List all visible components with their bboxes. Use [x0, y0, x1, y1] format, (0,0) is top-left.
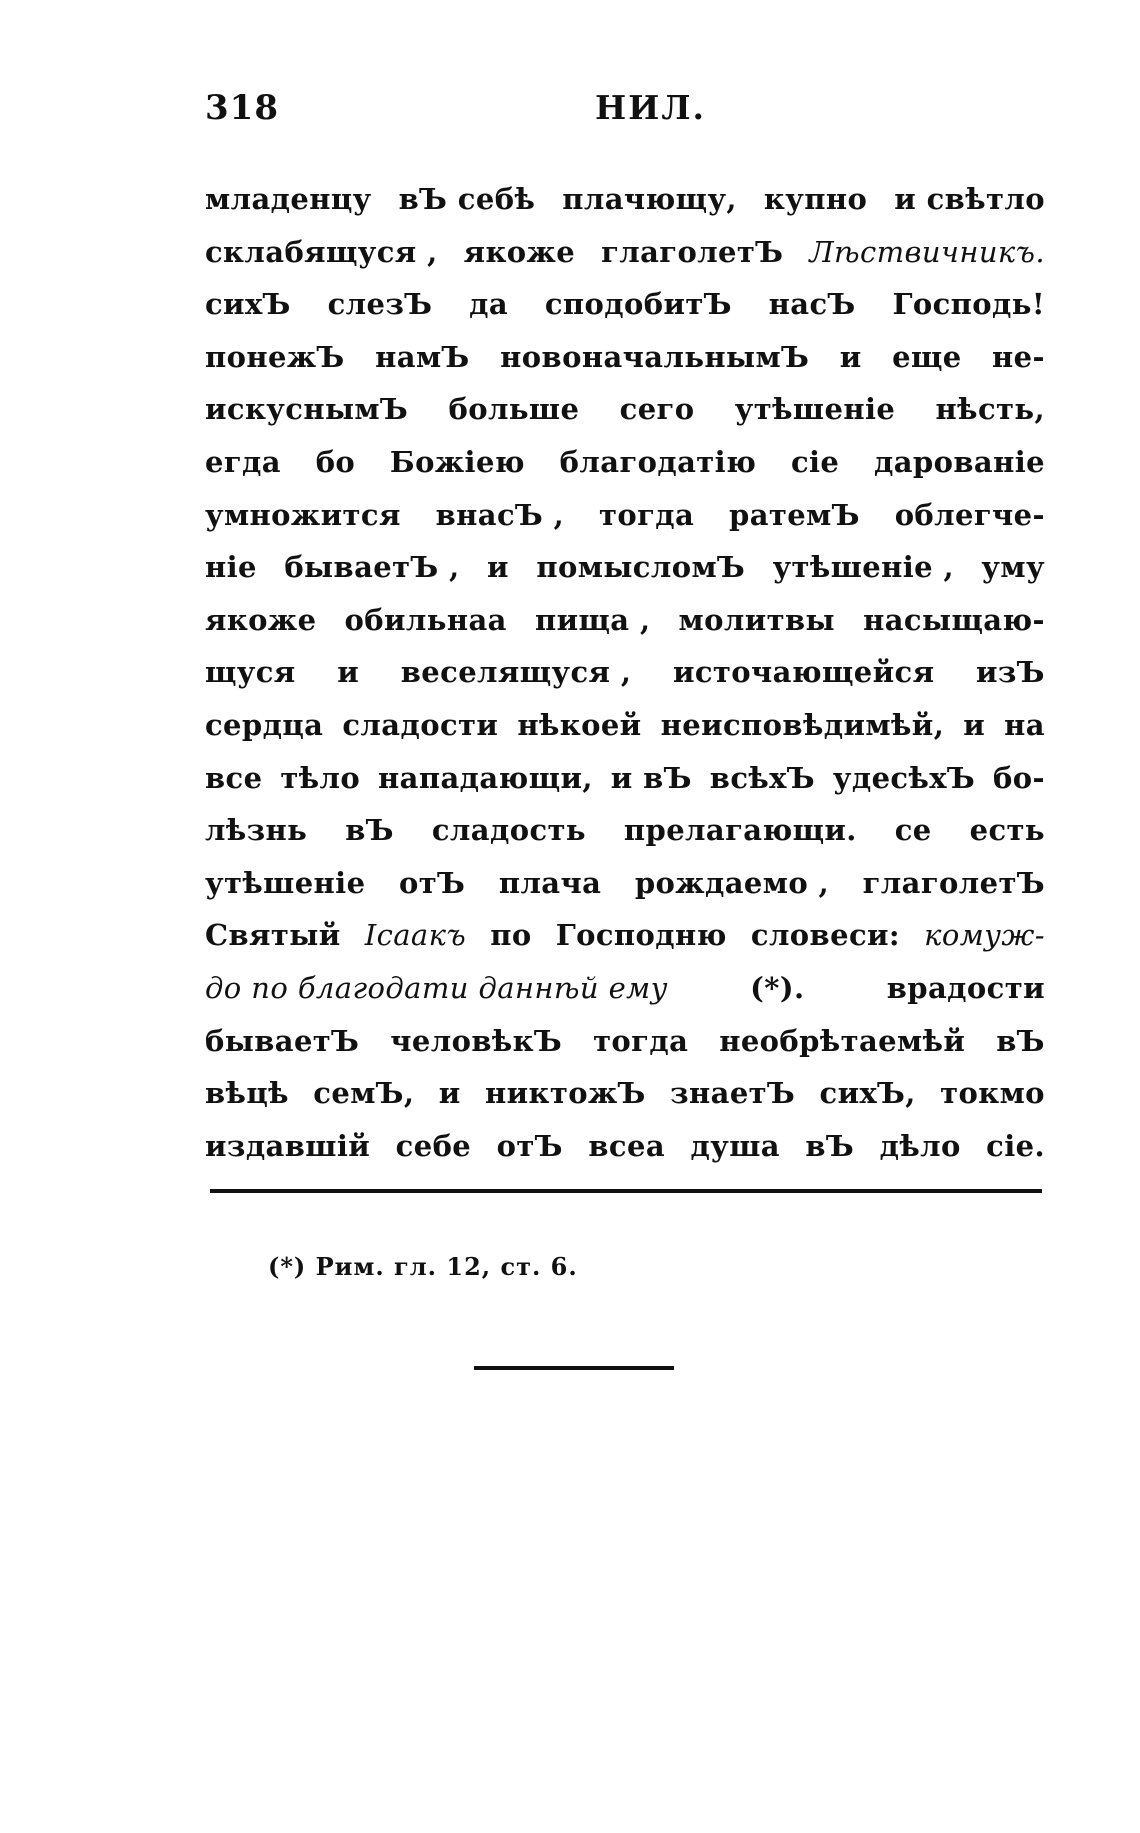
text-word: намЪ	[375, 339, 470, 374]
text-word: сихЪ,	[819, 1076, 916, 1111]
text-word: егда	[205, 444, 281, 479]
text-line	[205, 866, 1045, 919]
text-word: слезЪ	[327, 287, 433, 322]
text-word: удесѣхЪ	[832, 760, 976, 795]
text-word: плача	[498, 865, 602, 900]
text-line	[205, 1024, 1045, 1077]
text-word: отЪ	[399, 865, 466, 900]
text-word: еще	[892, 339, 962, 374]
text-word: человѣкЪ	[390, 1023, 563, 1058]
text-word: до по благодати даннѣй ему	[205, 970, 668, 1005]
text-word: дарованіе	[874, 444, 1045, 479]
text-word: вѣцѣ	[205, 1076, 289, 1111]
text-word: никтожЪ	[484, 1076, 646, 1111]
text-word: се	[894, 813, 932, 848]
running-title: НИЛ.	[595, 88, 707, 127]
text-word: плачющу,	[562, 182, 737, 216]
text-word: комуж-	[924, 918, 1045, 953]
text-word: молитвы	[678, 602, 836, 637]
text-word: вЪ себѣ	[398, 182, 536, 216]
footnote: (*) Рим. гл. 12, ст. 6.	[268, 1252, 578, 1281]
text-word: купно	[763, 182, 868, 216]
text-word: и	[337, 655, 360, 690]
text-word: прелагающи.	[623, 813, 857, 848]
text-line	[205, 498, 1045, 551]
text-word: необрѣтаемѣй	[719, 1023, 966, 1058]
text-word: токмо	[940, 1076, 1045, 1111]
text-word: всѣхЪ	[709, 760, 815, 795]
text-word: тѣло	[280, 760, 361, 795]
text-word: нѣсть,	[935, 392, 1045, 427]
text-word: издавшій	[205, 1128, 371, 1163]
body-text	[205, 182, 1045, 1181]
text-word: младенцу	[205, 182, 372, 216]
text-line	[205, 235, 1045, 288]
text-word: и	[487, 550, 509, 585]
text-word: облегче-	[894, 497, 1045, 532]
text-word: сіе	[790, 444, 840, 479]
text-word: понежЪ	[205, 339, 345, 374]
text-word: сладости	[342, 707, 499, 742]
text-word: щуся	[205, 655, 296, 690]
text-word: не-	[992, 339, 1045, 374]
text-word: сіе.	[986, 1128, 1045, 1163]
text-word: склабящуся ,	[205, 234, 438, 269]
text-word: тогда	[599, 497, 695, 532]
text-word: сердца	[205, 707, 324, 742]
text-line	[205, 182, 1045, 235]
text-line	[205, 392, 1045, 445]
text-word: Лѣствичникъ.	[809, 234, 1045, 269]
text-word: якоже	[463, 234, 576, 269]
text-word: рождаемо ,	[634, 865, 830, 900]
text-word: врадости	[886, 970, 1045, 1005]
text-line	[205, 1076, 1045, 1129]
text-word: все	[205, 760, 263, 795]
text-line	[205, 445, 1045, 498]
text-word: бываетЪ ,	[284, 550, 460, 585]
text-word: сего	[619, 392, 695, 427]
text-word: глаголетЪ	[862, 865, 1045, 900]
text-word: бо-	[993, 760, 1045, 795]
text-word: отЪ	[496, 1128, 563, 1163]
text-line	[205, 918, 1045, 971]
text-word: благодатію	[559, 444, 757, 479]
text-word: душа	[690, 1128, 780, 1163]
text-word: и вЪ	[610, 760, 692, 795]
text-word: утѣшеніе	[205, 865, 366, 900]
text-word: глаголетЪ	[601, 234, 784, 269]
end-ornament-rule	[474, 1366, 674, 1370]
text-word: якоже	[205, 602, 317, 637]
text-line	[205, 550, 1045, 603]
text-word: искуснымЪ	[205, 392, 409, 427]
text-word: Ісаакъ	[364, 918, 467, 953]
text-word: бываетЪ	[205, 1023, 360, 1058]
footnote-separator-rule	[210, 1189, 1042, 1193]
text-word: вЪ	[345, 813, 394, 848]
text-word: и	[963, 707, 986, 742]
text-word: и свѣтло	[894, 182, 1045, 216]
text-word: Божіею	[389, 444, 525, 479]
text-line	[205, 971, 1045, 1024]
text-word: утѣшеніе	[734, 392, 896, 427]
text-word: на	[1004, 707, 1045, 742]
text-word: есть	[969, 813, 1045, 848]
text-word: утѣшеніе ,	[772, 550, 955, 585]
text-line	[205, 287, 1045, 340]
text-word: Святый	[205, 918, 341, 953]
text-word: тогда	[593, 1023, 689, 1058]
text-line	[205, 603, 1045, 656]
text-word: (*).	[750, 970, 805, 1005]
text-word: всеа	[588, 1128, 666, 1163]
text-word: по	[490, 918, 532, 953]
text-word: помысломЪ	[536, 550, 746, 585]
text-word: сподобитЪ	[544, 287, 732, 322]
text-word: сихЪ	[205, 287, 291, 322]
text-line	[205, 1129, 1045, 1182]
text-line	[205, 813, 1045, 866]
text-word: больше	[448, 392, 580, 427]
text-line	[205, 655, 1045, 708]
page-number: 318	[205, 88, 279, 128]
text-word: Господню	[555, 918, 727, 953]
text-word: насыщаю-	[863, 602, 1045, 637]
text-line	[205, 761, 1045, 814]
text-word: сладость	[431, 813, 586, 848]
text-word: себе	[395, 1128, 472, 1163]
text-word: уму	[981, 550, 1045, 585]
text-word: лѣзнь	[205, 813, 308, 848]
text-line	[205, 340, 1045, 393]
text-word: неисповѣдимѣй,	[660, 707, 945, 742]
text-word: источающейся	[672, 655, 935, 690]
text-word: и	[839, 339, 862, 374]
text-word: вЪ	[996, 1023, 1045, 1058]
text-word: изЪ	[975, 655, 1045, 690]
text-word: внасЪ ,	[435, 497, 565, 532]
text-word: Господь!	[892, 287, 1045, 322]
text-word: бо	[315, 444, 356, 479]
text-line	[205, 708, 1045, 761]
text-word: новоначальнымЪ	[500, 339, 810, 374]
text-word: дѣло	[879, 1128, 961, 1163]
text-word: ратемЪ	[729, 497, 860, 532]
running-head	[205, 88, 1045, 138]
text-word: обильнаа	[344, 602, 507, 637]
text-word: и	[438, 1076, 461, 1111]
text-word: пища ,	[534, 602, 651, 637]
text-word: семЪ,	[313, 1076, 415, 1111]
text-word: насЪ	[768, 287, 856, 322]
text-word: ніе	[205, 550, 257, 585]
text-word: нападающи,	[378, 760, 593, 795]
text-word: вЪ	[805, 1128, 855, 1163]
text-word: нѣкоей	[517, 707, 642, 742]
text-word: да	[469, 287, 509, 322]
text-word: умножится	[205, 497, 401, 532]
text-word: знаетЪ	[670, 1076, 796, 1111]
text-word: словеси:	[750, 918, 901, 953]
text-word: веселящуся ,	[400, 655, 632, 690]
